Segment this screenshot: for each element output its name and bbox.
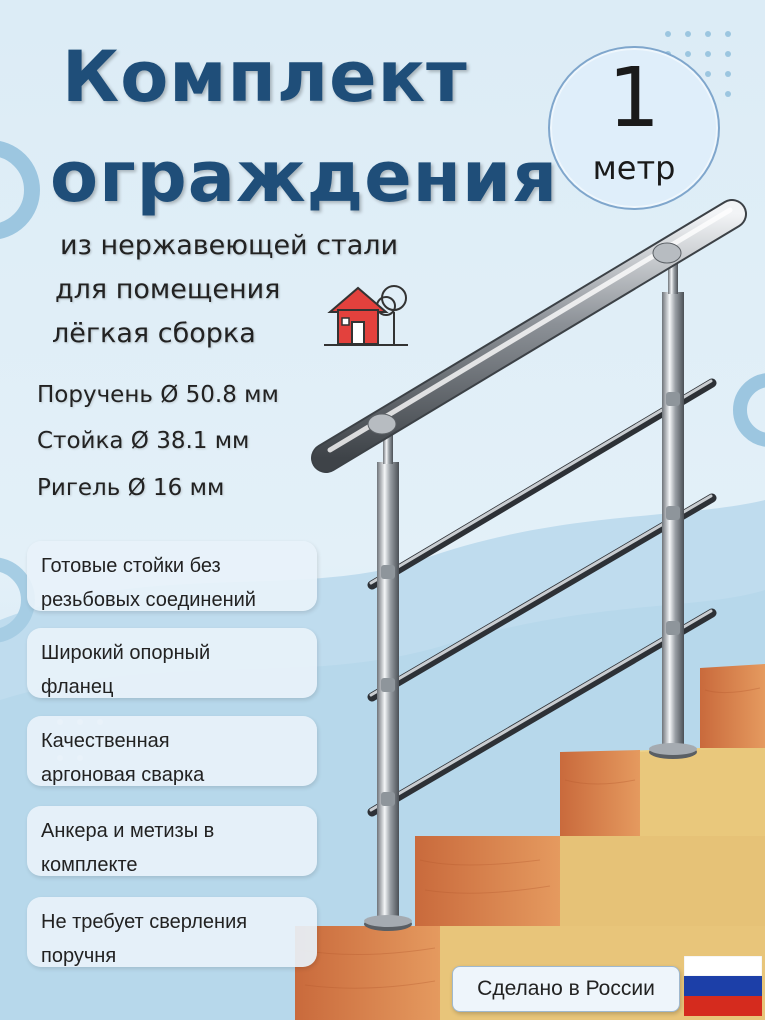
badge-number: 1 [607,51,661,146]
feature-line: Широкий опорный [41,642,211,664]
spec-handrail: Поручень Ø 50.8 мм [37,382,279,408]
feature-line: Готовые стойки без [41,555,221,577]
spec-post: Стойка Ø 38.1 мм [37,428,250,454]
feature-line: Не требует сверления [41,911,248,933]
subtitle-line-3: лёгкая сборка [52,318,256,349]
subtitle-line-1: из нержавеющей стали [60,230,399,261]
feature-card [27,716,317,786]
feature-line: поручня [41,945,117,967]
feature-card [27,541,317,611]
spec-rigel: Ригель Ø 16 мм [37,475,225,501]
badge-unit: метр [592,149,676,187]
feature-line: резьбовых соединений [41,589,256,611]
russia-flag-icon [684,956,762,1016]
title-line-1: Комплект [62,36,468,118]
feature-card [27,806,317,876]
house-icon [324,278,410,350]
feature-line: фланец [41,676,114,698]
subtitle-line-2: для помещения [55,274,281,305]
feature-line: Качественная [41,730,170,752]
title-line-2: ограждения [50,136,559,218]
made-in-russia-label: Сделано в России [452,966,680,1012]
feature-card [27,628,317,698]
feature-line: Анкера и метизы в [41,820,215,842]
feature-line: комплекте [41,854,138,876]
feature-line: аргоновая сварка [41,764,205,786]
length-badge [548,46,720,210]
feature-card [27,897,317,967]
